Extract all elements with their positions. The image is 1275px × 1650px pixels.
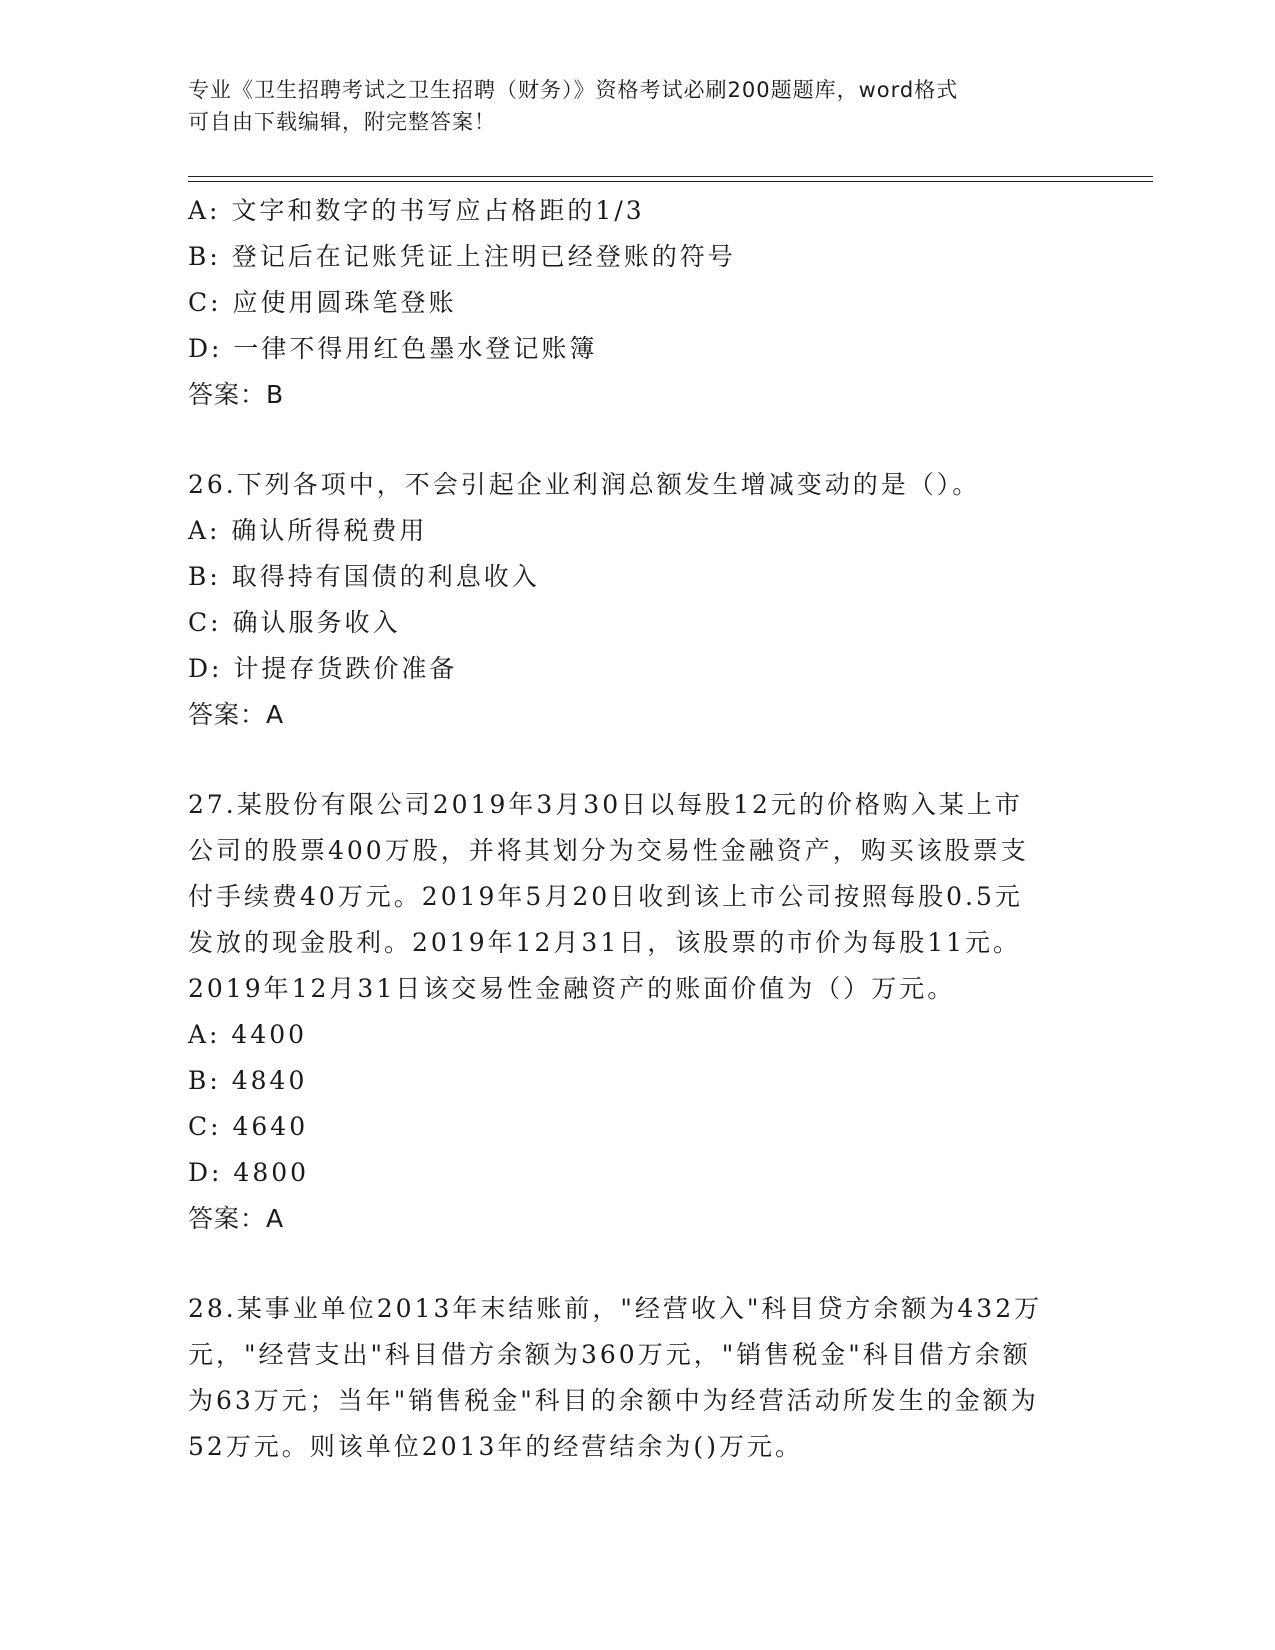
option-d: D: 一律不得用红色墨水登记账簿 <box>188 334 598 363</box>
question-text-line-4: 52万元。则该单位2013年的经营结余为()万元。 <box>188 1432 803 1461</box>
question-text: 26.下列各项中，不会引起企业利润总额发生增减变动的是（）。 <box>188 470 981 499</box>
option-c: C: 确认服务收入 <box>188 608 401 637</box>
header-rule-top <box>188 176 1153 177</box>
question-text-line-1: 28.某事业单位2013年末结账前，"经营收入"科目贷方余额为432万 <box>188 1294 1043 1323</box>
option-a: A: 确认所得税费用 <box>188 516 428 545</box>
option-b: B: 4840 <box>188 1066 308 1095</box>
question-list <box>188 188 1108 1470</box>
document-header <box>188 74 1068 138</box>
spacer <box>188 738 1108 782</box>
question-text-line-2: 元，"经营支出"科目借方余额为360万元，"销售税金"科目借方余额 <box>188 1340 1031 1369</box>
option-a: A: 文字和数字的书写应占格距的1/3 <box>188 196 645 225</box>
answer: 答案：A <box>188 1204 285 1233</box>
spacer <box>188 1242 1108 1286</box>
question-text-line-3: 付手续费40万元。2019年5月20日收到该上市公司按照每股0.5元 <box>188 882 1023 911</box>
option-c: C: 4640 <box>188 1112 309 1141</box>
question-26 <box>188 462 1108 738</box>
question-text-line-3: 为63万元；当年"销售税金"科目的余额中为经营活动所发生的金额为 <box>188 1386 1039 1415</box>
question-text-line-1: 27.某股份有限公司2019年3月30日以每股12元的价格购入某上市 <box>188 790 1023 819</box>
answer: 答案：A <box>188 700 285 729</box>
option-b: B: 取得持有国债的利息收入 <box>188 562 540 591</box>
question-text-line-5: 2019年12月31日该交易性金融资产的账面价值为（）万元。 <box>188 974 956 1003</box>
header-line-1: 专业《卫生招聘考试之卫生招聘（财务）》资格考试必刷200题题库，word格式 <box>188 78 959 102</box>
option-d: D: 计提存货跌价准备 <box>188 654 458 683</box>
option-d: D: 4800 <box>188 1158 310 1187</box>
header-line-2: 可自由下载编辑，附完整答案！ <box>188 110 496 134</box>
question-25 <box>188 188 1108 418</box>
option-c: C: 应使用圆珠笔登账 <box>188 288 457 317</box>
spacer <box>188 418 1108 462</box>
option-a: A: 4400 <box>188 1020 308 1049</box>
question-27 <box>188 782 1108 1242</box>
option-b: B: 登记后在记账凭证上注明已经登账的符号 <box>188 242 736 271</box>
question-text-line-4: 发放的现金股利。2019年12月31日，该股票的市价为每股11元。 <box>188 928 1022 957</box>
question-text-line-2: 公司的股票400万股，并将其划分为交易性金融资产，购买该股票支 <box>188 836 1029 865</box>
answer: 答案：B <box>188 380 285 409</box>
question-28 <box>188 1286 1108 1470</box>
header-rule-bottom <box>188 181 1153 182</box>
